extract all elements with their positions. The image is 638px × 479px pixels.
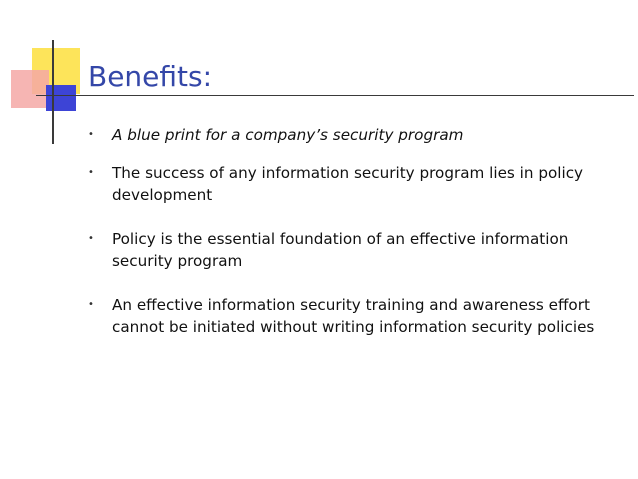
decorative-vertical-rule	[52, 40, 54, 144]
bullet-list	[87, 124, 632, 360]
bullet-dot-icon: •	[88, 129, 94, 140]
bullet-dot-icon: •	[88, 299, 94, 310]
bullet-item	[87, 228, 632, 272]
bullet-item	[87, 124, 632, 146]
decorative-blue-square	[46, 85, 76, 111]
bullet-item	[87, 294, 632, 338]
bullet-text: An effective information security training and awareness effort cannot be initiated without writing information security policies	[112, 296, 595, 336]
slide-title: Benefits:	[88, 60, 213, 93]
bullet-item	[87, 162, 632, 206]
title-underline-rule	[36, 95, 634, 96]
bullet-text: A blue print for a company’s security program	[112, 126, 464, 144]
decorative-red-square	[11, 70, 49, 108]
bullet-dot-icon: •	[88, 167, 94, 178]
bullet-text: Policy is the essential foundation of an effective information security program	[112, 230, 569, 270]
bullet-dot-icon: •	[88, 233, 94, 244]
bullet-text: The success of any information security program lies in policy development	[112, 164, 584, 204]
